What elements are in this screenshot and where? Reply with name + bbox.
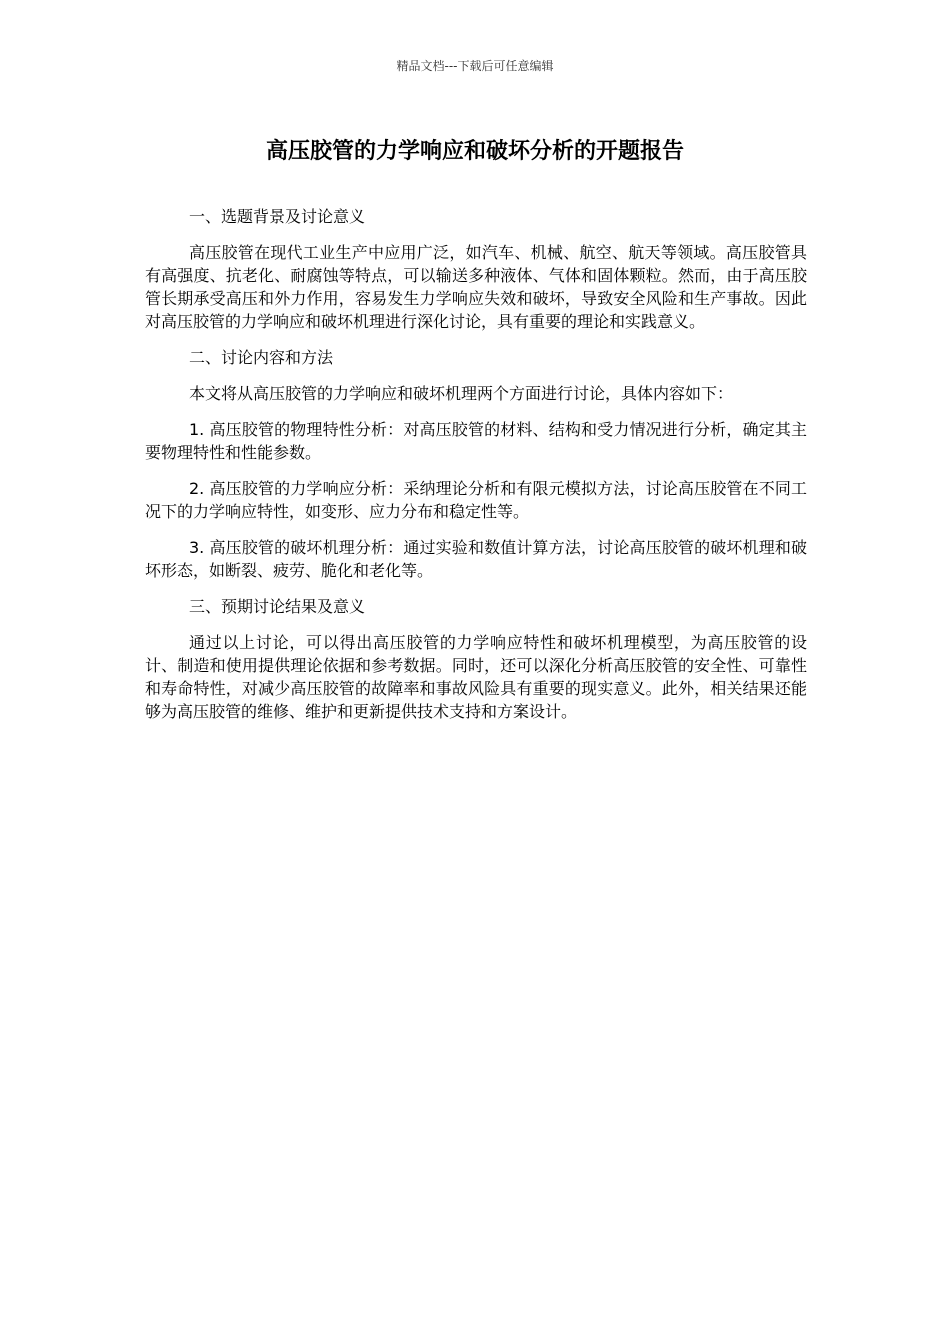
list-item-failure-mechanism: 3. 高压胶管的破坏机理分析：通过实验和数值计算方法，讨论高压胶管的破坏机理和破坏形态，如断裂、疲劳、脆化和老化等。 (145, 538, 807, 580)
section-heading-background: 一、选题背景及讨论意义 (189, 207, 366, 226)
document-body (145, 205, 807, 736)
paragraph-content-intro: 本文将从高压胶管的力学响应和破坏机理两个方面进行讨论，具体内容如下： (189, 384, 734, 403)
paragraph-background: 高压胶管在现代工业生产中应用广泛，如汽车、机械、航空、航天等领域。高压胶管具有高强度、抗老化、耐腐蚀等特点，可以输送多种液体、气体和固体颗粒。然而，由于高压胶管长期承受高压和外力作用，容易发生力学响应失效和破坏，导致安全风险和生产事故。因此对高压胶管的力学响应和破坏机理进行深化讨论，具有重要的理论和实践意义。 (145, 243, 807, 331)
document-title: 高压胶管的力学响应和破坏分析的开题报告 (265, 139, 684, 164)
section-heading-results: 三、预期讨论结果及意义 (189, 597, 366, 616)
paragraph-results: 通过以上讨论，可以得出高压胶管的力学响应特性和破坏机理模型，为高压胶管的设计、制造和使用提供理论依据和参考数据。同时，还可以深化分析高压胶管的安全性、可靠性和寿命特性，对减少高压胶管的故障率和事故风险具有重要的现实意义。此外，相关结果还能够为高压胶管的维修、维护和更新提供技术支持和方案设计。 (145, 633, 807, 721)
list-item-mechanical-response: 2. 高压胶管的力学响应分析：采纳理论分析和有限元模拟方法，讨论高压胶管在不同工况下的力学响应特性，如变形、应力分布和稳定性等。 (145, 479, 807, 521)
page-header: 精品文档---下载后可任意编辑 (396, 59, 554, 73)
list-item-physical-analysis: 1. 高压胶管的物理特性分析：对高压胶管的材料、结构和受力情况进行分析，确定其主要物理特性和性能参数。 (145, 420, 807, 462)
section-heading-content: 二、讨论内容和方法 (189, 348, 334, 367)
